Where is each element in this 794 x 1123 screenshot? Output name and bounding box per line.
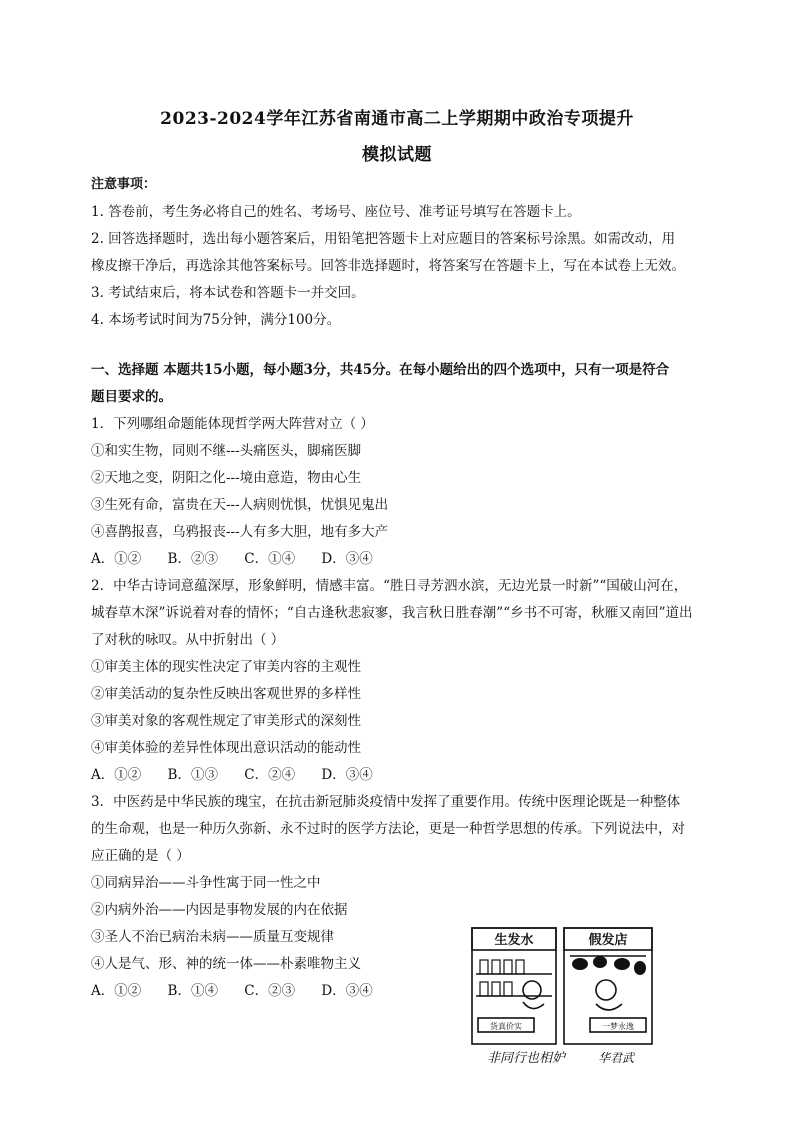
- q3-item-2: ②内病外治——内因是事物发展的内在依据: [91, 902, 348, 918]
- q2-item-4: ④审美体验的差异性体现出意识活动的能动性: [91, 740, 361, 756]
- q2-item-1: ①审美主体的现实性决定了审美内容的主观性: [91, 659, 361, 675]
- q3-item-4: ④人是气、形、神的统一体——朴素唯物主义: [91, 956, 361, 972]
- q1-item-1: ①和实生物，同则不继---头痛医头，脚痛医脚: [91, 443, 362, 459]
- right-sign-text: 假发店: [588, 933, 628, 948]
- exam-title: 2023-2024学年江苏省南通市高二上学期期中政治专项提升: [160, 109, 634, 129]
- q1-option-c: C．①④: [244, 551, 296, 567]
- q2-item-3: ③审美对象的客观性规定了审美形式的深刻性: [91, 713, 361, 729]
- q1-options: [91, 550, 711, 568]
- q2-option-a: A．①②: [91, 767, 142, 783]
- q1-stem: 1．下列哪组命题能体现哲学两大阵营对立（ ）: [91, 416, 374, 432]
- q2-option-b: B．①③: [167, 767, 218, 783]
- comic-caption: 非同行也相妒: [486, 1051, 566, 1066]
- q3-option-d: D．③④: [321, 983, 373, 999]
- q3-stem-2: 的生命观，也是一种历久弥新、永不过时的医学方法论，更是一种哲学思想的传承。下列说法中，对: [91, 821, 685, 837]
- q3-item-3: ③圣人不治已病治未病——质量互变规律: [91, 929, 334, 945]
- q2-options: [91, 766, 711, 784]
- section-heading: 一、选择题 本题共15小题，每小题3分，共45分。在每小题给出的四个选项中，只有一项是符合: [91, 362, 670, 378]
- q3-stem-3: 应正确的是（ ）: [91, 848, 190, 864]
- left-sign-text: 生发水: [494, 933, 534, 948]
- q3-option-c: C．②③: [244, 983, 296, 999]
- exam-subtitle: 模拟试题: [362, 145, 432, 165]
- notice-item-1: 1. 答卷前，考生务必将自己的姓名、考场号、座位号、准考证号填写在答题卡上。: [91, 204, 581, 220]
- q1-item-4: ④喜鹊报喜，乌鸦报丧---人有多大胆，地有多大产: [91, 524, 389, 540]
- q3-option-a: A．①②: [91, 983, 142, 999]
- notice-item-4: 4. 本场考试时间为75分钟，满分100分。: [91, 312, 341, 328]
- left-banner-text: 货真价实: [490, 1022, 522, 1031]
- q2-item-2: ②审美活动的复杂性反映出客观世界的多样性: [91, 686, 361, 702]
- notice-item-2: 2. 回答选择题时，选出每小题答案后，用铅笔把答题卡上对应题目的答案标号涂黑。如需改动，用: [91, 231, 676, 247]
- q2-stem-2: 城春草木深”诉说着对春的情怀；“自古逢秋悲寂寥，我言秋日胜春潮”“乡书不可寄，秋雁又南回”道出: [91, 605, 693, 621]
- q2-stem-3: 了对秋的咏叹。从中折射出（ ）: [91, 632, 285, 648]
- q1-item-3: ③生死有命，富贵在天---人病则忧惧，忧惧见鬼出: [91, 497, 389, 513]
- q1-item-2: ②天地之变，阴阳之化---境由意造，物由心生: [91, 470, 362, 486]
- q2-option-c: C．②④: [244, 767, 296, 783]
- q2-stem-1: 2．中华古诗词意蕴深厚，形象鲜明，情感丰富。“胜日寻芳泗水滨，无边光景一时新”“国破山河在，: [91, 578, 688, 594]
- section-heading-cont: 题目要求的。: [91, 389, 172, 405]
- q1-option-a: A．①②: [91, 551, 142, 567]
- cartoon-illustration: [466, 922, 658, 1070]
- q3-option-b: B．①④: [167, 983, 218, 999]
- notice-item-3: 3. 考试结束后，将本试卷和答题卡一并交回。: [91, 285, 365, 301]
- q1-option-d: D．③④: [321, 551, 373, 567]
- q1-option-b: B．②③: [167, 551, 218, 567]
- comic-signature: 华君武: [597, 1051, 635, 1065]
- q2-option-d: D．③④: [321, 767, 373, 783]
- q3-item-1: ①同病异治——斗争性寓于同一性之中: [91, 875, 321, 891]
- q3-stem-1: 3．中医药是中华民族的瑰宝，在抗击新冠肺炎疫情中发挥了重要作用。传统中医理论既是一种整体: [91, 794, 681, 810]
- notice-heading: 注意事项：: [91, 177, 157, 192]
- right-banner-text: 一梦永逸: [602, 1022, 634, 1031]
- notice-item-2-cont: 橡皮擦干净后，再选涂其他答案标号。回答非选择题时，将答案写在答题卡上，写在本试卷上无效。: [91, 258, 685, 274]
